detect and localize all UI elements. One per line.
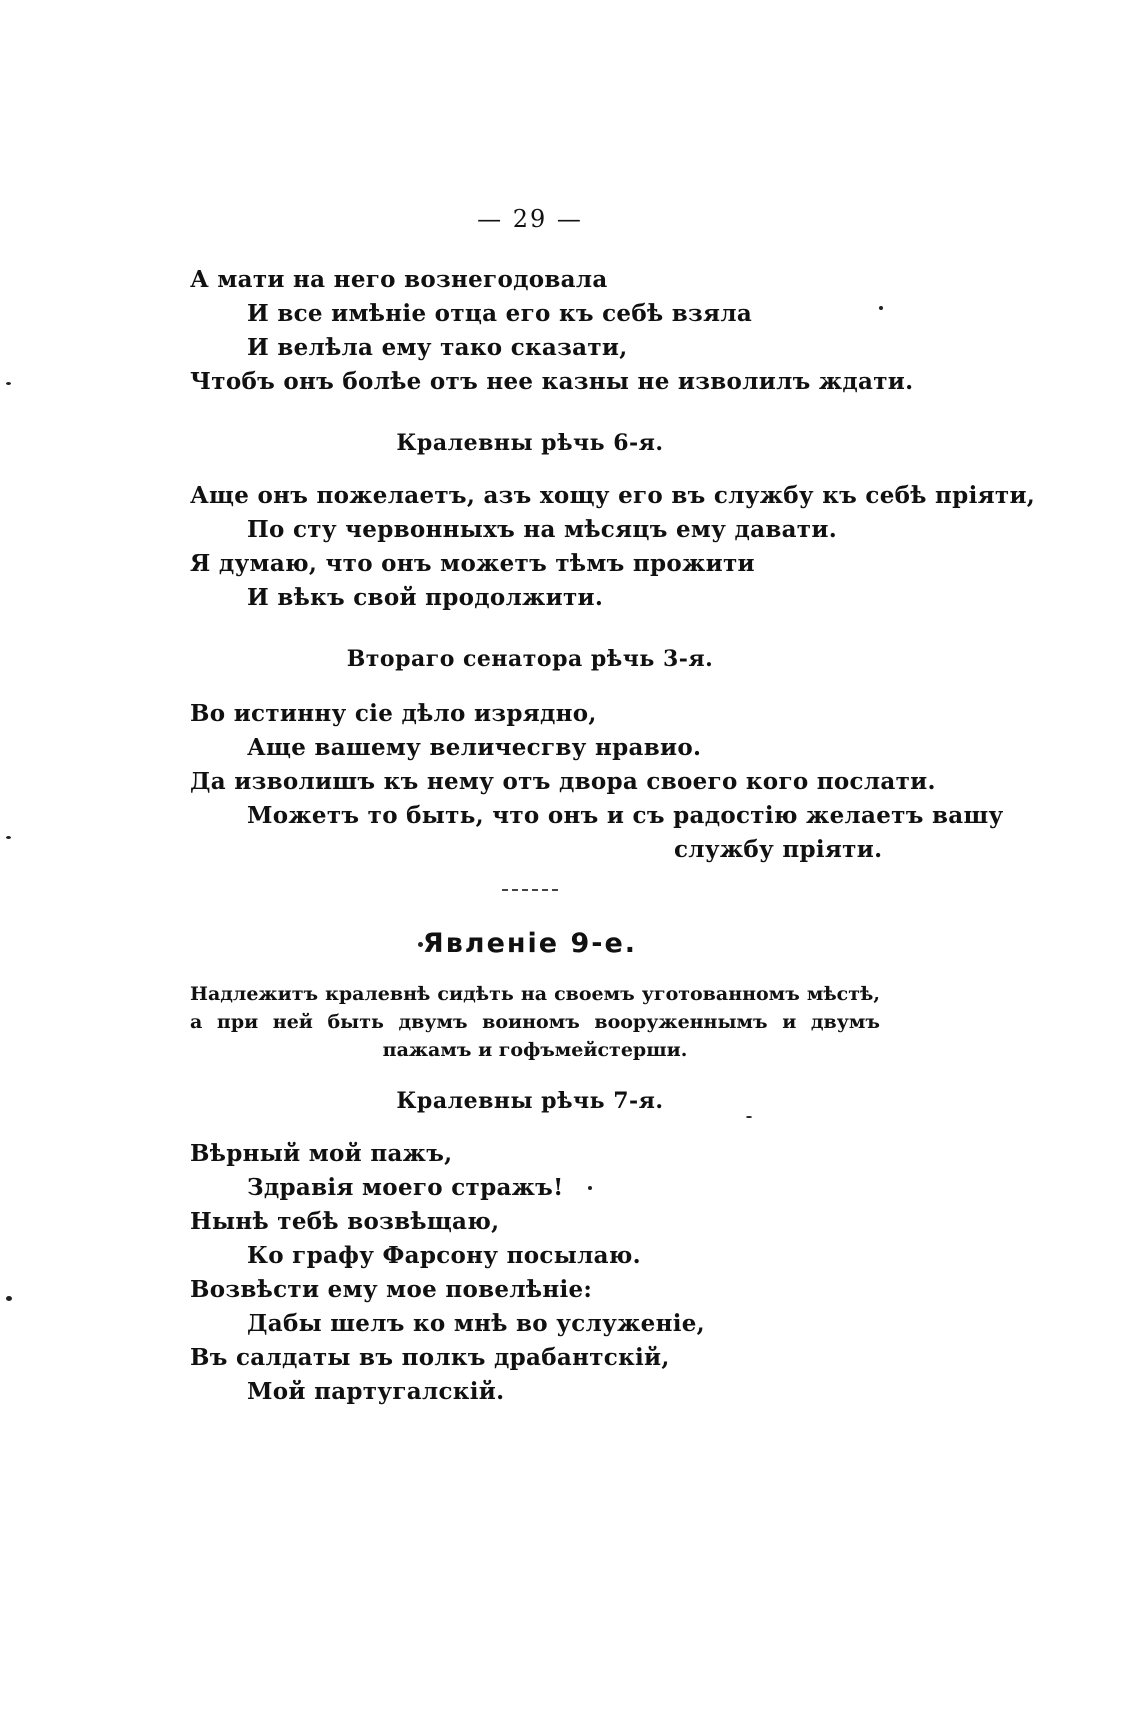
verse-line: Возвѣсти ему мое повелѣніе: bbox=[190, 1276, 593, 1303]
speech-heading: Кралевны рѣчь 6-я. bbox=[396, 430, 664, 456]
verse-line: Чтобъ онъ болѣе отъ нее казны не изволилъ ждати. bbox=[190, 368, 914, 395]
verse-line: Аще вашему величесгву нравио. bbox=[247, 734, 702, 761]
verse-line: Дабы шелъ ко мнѣ во услуженіе, bbox=[247, 1310, 705, 1337]
verse-line: Аще онъ пожелаетъ, азъ хощу его въ службу къ себѣ пріяти, bbox=[190, 482, 1036, 509]
scan-speck bbox=[6, 836, 11, 839]
scan-speck bbox=[879, 306, 883, 310]
verse-line: службу пріяти. bbox=[674, 836, 883, 863]
scan-speck bbox=[6, 1296, 12, 1301]
verse-line: По сту червонныхъ на мѣсяцъ ему давати. bbox=[247, 516, 838, 543]
scene-title: Явленіе 9-е. bbox=[422, 928, 638, 959]
scan-speck bbox=[746, 1116, 752, 1118]
verse-line: Здравія моего стражъ! bbox=[247, 1174, 564, 1201]
scan-speck bbox=[588, 1186, 592, 1190]
speech-heading: Кралевны рѣчь 7-я. bbox=[396, 1088, 664, 1114]
verse-line: Вѣрный мой пажъ, bbox=[190, 1140, 453, 1167]
verse-line: Нынѣ тебѣ возвѣщаю, bbox=[190, 1208, 500, 1235]
section-divider bbox=[502, 889, 558, 891]
verse-line: Во истинну сіе дѣло изрядно, bbox=[190, 700, 597, 727]
page-number: — 29 — bbox=[477, 205, 583, 233]
verse-line: И все имѣніе отца его къ себѣ взяла bbox=[247, 300, 753, 327]
verse-line: Въ салдаты въ полкъ драбантскій, bbox=[190, 1344, 670, 1371]
verse-line: Мой партугалскій. bbox=[247, 1378, 505, 1405]
stage-direction: Надлежитъ кралевнѣ сидѣть на своемъ уготованномъ мѣстѣ, а при ней быть двумъ воиномъ вооруженнымъ и двумъ пажамъ и гофъмейстерши. bbox=[190, 983, 880, 1061]
verse-line: И велѣла ему тако сказати, bbox=[247, 334, 628, 361]
speech-heading: Втораго сенатора рѣчь 3-я. bbox=[346, 646, 714, 672]
verse-line: А мати на него вознегодовала bbox=[190, 266, 608, 293]
scan-speck bbox=[6, 382, 11, 385]
scan-speck bbox=[418, 942, 423, 947]
verse-line: Я думаю, что онъ можетъ тѣмъ прожити bbox=[190, 550, 755, 577]
verse-line: Ко графу Фарсону посылаю. bbox=[247, 1242, 641, 1269]
verse-line: Можетъ то быть, что онъ и съ радостію желаетъ вашу bbox=[247, 802, 1004, 829]
verse-line: Да изволишъ къ нему отъ двора своего кого послати. bbox=[190, 768, 936, 795]
verse-line: И вѣкъ свой продолжити. bbox=[247, 584, 604, 611]
